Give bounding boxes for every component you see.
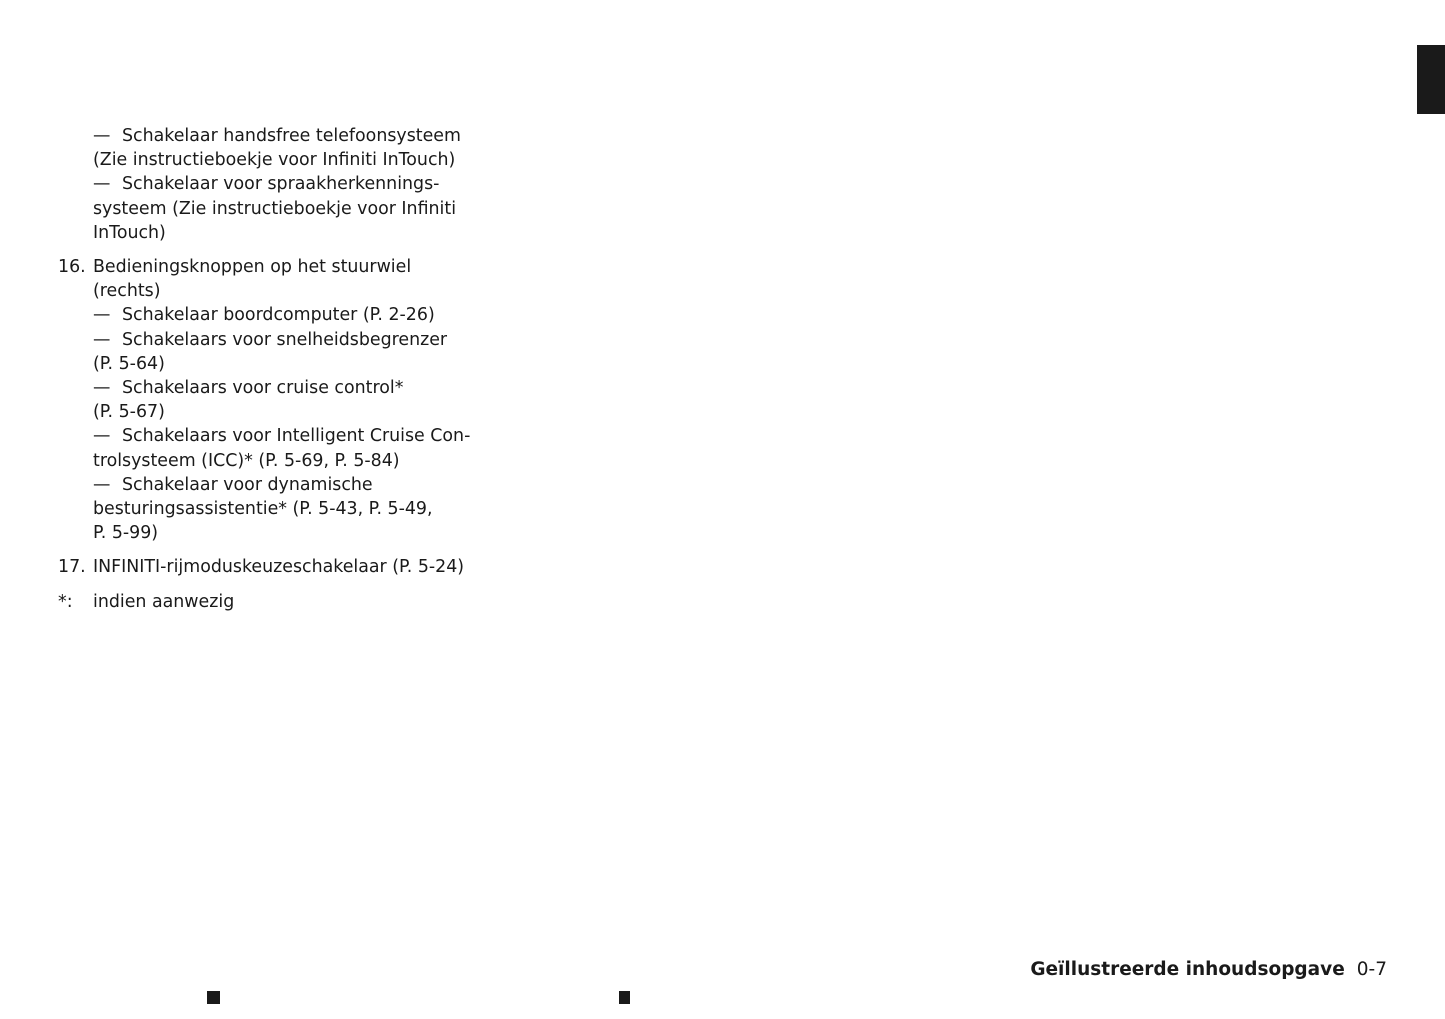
entry-text: INFINITI-rijmoduskeuzeschakelaar (P. 5-24)	[93, 557, 465, 578]
page-footer	[1030, 957, 1387, 983]
numbered-entry	[58, 255, 498, 279]
sub-entry	[58, 376, 498, 400]
bullet-dash: —	[93, 426, 111, 447]
continuation-line	[58, 279, 498, 303]
entry-text: Schakelaars voor cruise control*	[122, 378, 404, 399]
sub-entry	[58, 473, 498, 497]
page-number: 0-7	[1356, 959, 1387, 980]
bullet-dash: —	[93, 305, 111, 326]
bullet-dash: —	[93, 378, 111, 399]
entry-text: (rechts)	[93, 281, 161, 302]
entry-text: P. 5-99)	[93, 523, 159, 544]
continuation-line	[58, 221, 498, 245]
continuation-line	[58, 148, 498, 172]
continuation-line	[58, 497, 498, 521]
sub-entry	[58, 303, 498, 327]
entry-text: Schakelaar voor dynamische	[122, 474, 373, 495]
continuation-line	[58, 352, 498, 376]
entry-text: systeem (Zie instructieboekje voor Infiniti	[93, 198, 457, 219]
entry-gap	[58, 245, 498, 255]
entry-text: Schakelaars voor snelheidsbegrenzer	[122, 329, 448, 350]
entry-text: (P. 5-67)	[93, 402, 165, 423]
continuation-line	[58, 197, 498, 221]
entry-text: Schakelaar voor spraakherkennings-	[122, 174, 440, 195]
bullet-dash: —	[93, 174, 111, 195]
entry-text: indien aanwezig	[93, 591, 235, 612]
sub-entry	[58, 328, 498, 352]
entry-text: InTouch)	[93, 222, 166, 243]
numbered-entry	[58, 590, 498, 614]
sub-entry	[58, 124, 498, 148]
footer-section-title: Geïllustreerde inhoudsopgave	[1030, 959, 1345, 980]
continuation-line	[58, 400, 498, 424]
continuation-line	[58, 521, 498, 545]
toc-list	[58, 124, 498, 614]
entry-text: Schakelaar boordcomputer (P. 2-26)	[122, 305, 435, 326]
entry-gap	[58, 545, 498, 555]
entry-text: Schakelaar handsfree telefoonsysteem	[122, 126, 461, 146]
entry-number: *:	[58, 591, 73, 612]
entry-number: 17.	[58, 557, 86, 578]
continuation-line	[58, 449, 498, 473]
crop-mark-left	[207, 991, 220, 1004]
entry-text: besturingsassistentie* (P. 5-43, P. 5-49,	[93, 499, 433, 520]
section-thumb-tab	[1417, 45, 1445, 114]
bullet-dash: —	[93, 474, 111, 495]
bullet-dash: —	[93, 329, 111, 350]
crop-mark-right	[619, 991, 630, 1004]
entry-number: 16.	[58, 257, 86, 278]
entry-text: (Zie instructieboekje voor Infiniti InTouch)	[93, 150, 456, 171]
numbered-entry	[58, 555, 498, 579]
entry-text: Schakelaars voor Intelligent Cruise Con-	[122, 426, 471, 447]
bullet-dash: —	[93, 126, 111, 146]
entry-text: Bedieningsknoppen op het stuurwiel	[93, 257, 412, 278]
entry-text: (P. 5-64)	[93, 353, 165, 374]
sub-entry	[58, 172, 498, 196]
entry-text: trolsysteem (ICC)* (P. 5-69, P. 5-84)	[93, 450, 400, 471]
entry-gap	[58, 580, 498, 590]
sub-entry	[58, 424, 498, 448]
